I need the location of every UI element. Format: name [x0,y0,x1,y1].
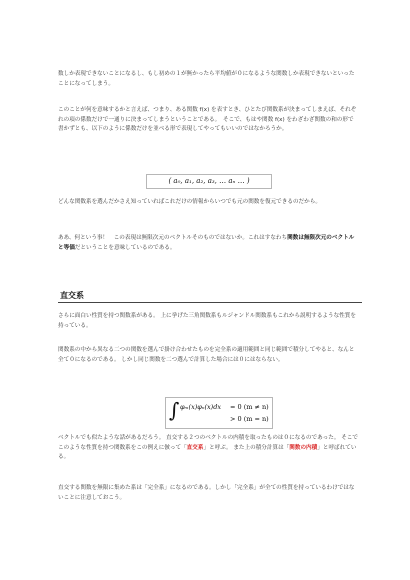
equation-lhs: φₘ(x)φₙ(x)dx [180,403,222,411]
paragraph-7-term-inner-product: 関数の内積 [289,444,318,451]
paragraph-4-text-a: ああ、何という事！ この表現は無限次元のベクトルそのものではないか。これはすなわち [58,235,288,241]
paragraph-1: 数しか表現できないことになるし、もし初めの１が無かったら平均値が０になるような関数しか表現できないといったことになってしまう。 [58,71,355,87]
section-heading: 直交系 [60,291,84,300]
paragraph-6: 関数系の中から異なる二つの関数を選んで掛け合わせたものを完全系の適用範囲と同じ範囲で積分してやると、なんと全て０になるのである。 しかし同じ関数を二つ選んで計算した場合には０にはならない。 [58,347,355,363]
paragraph-8: 直交する関数を無限に集めた系は「完全系」になるのである。しかし「完全系」が全ての性質を持っているわけではないことに注意しておこう。 [58,485,355,501]
paragraph-2: このことが何を意味するかと言えば、つまり、ある関数 f(x) を表すとき、ひとたび関数系が決まってしまえば、それぞれの項の係数だけで一通りに決まってしまうということである。 そこで、もはや関数 f(x) をわざわざ関数の和の形で書かずとも、以下のように係数だけを並べる形で表現してやってもいいのではなかろうか。 [58,107,357,133]
paragraph-7-term-orthogonal: 直交系 [186,444,204,451]
paragraph-4-text-c: だということを意味しているのである。 [74,244,176,251]
paragraph-4 [58,234,358,253]
heading-divider [58,302,362,303]
paragraph-7-text-c: 」と呼ぶ。 また上の積分計算は「 [203,444,290,451]
coefficient-sequence: ( a₀, a₁, a₂, a₃, … aₙ … ) [146,174,272,189]
integral-sign: ∫ [169,398,180,422]
paragraph-4-highlight: 関数は無限次元のベクトルと等価 [58,235,355,251]
orthogonality-equation [165,397,273,429]
paragraph-3: どんな関数系を選んだかさえ知っていればこれだけの情報からいつでも元の関数を復元できるのだから。 [58,199,321,205]
equation-row-1: = 0 (m ≠ n) [230,403,269,411]
paragraph-7-text-a: ベクトルでも似たような話があるだろう。 直交する２つのベクトルの内積を取ったものは０になるのであった。 そこでこのような性質を持つ関数系をこの例えに倣って「 [58,435,358,451]
paragraph-7 [58,434,358,463]
paragraph-7-text-e: 」と呼ばれている。 [58,444,357,461]
paragraph-5: さらに面白い性質を持つ関数系がある。 上に挙げた三角関数系もルジャンドル関数系もこれから説明するような性質を持っている。 [58,313,356,329]
equation-row-2: > 0 (m = n) [230,415,269,423]
